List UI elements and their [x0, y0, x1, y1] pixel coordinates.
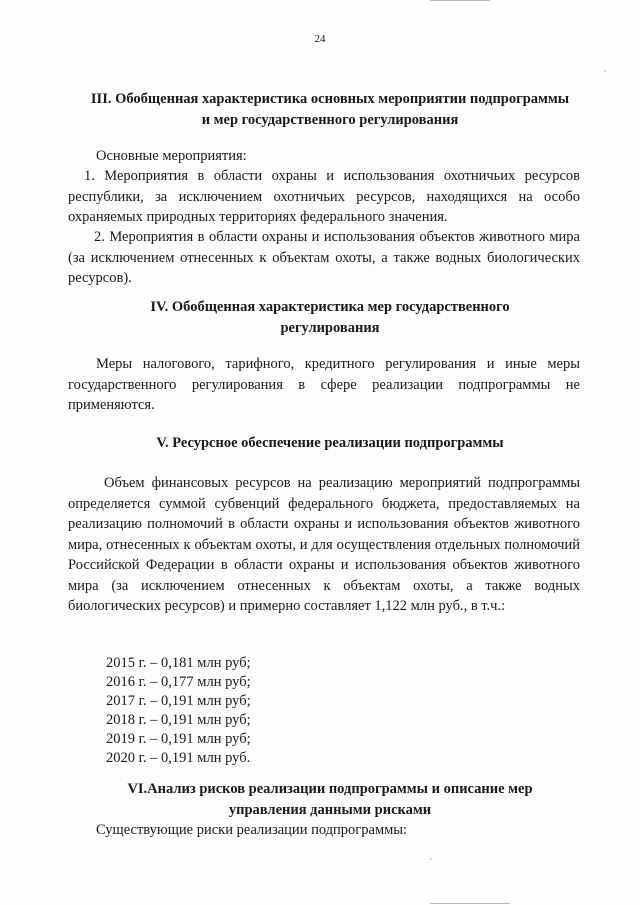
funding-year-item: 2017 г. – 0,191 млн руб;: [106, 693, 251, 709]
scan-dot: [430, 858, 432, 860]
section3-title: [60, 89, 600, 131]
scan-mark-top: [430, 0, 490, 1]
funding-year-item: 2015 г. – 0,181 млн руб;: [106, 655, 251, 671]
section5-title: V. Ресурсное обеспечение реализации подпрограммы: [156, 435, 504, 451]
scan-mark-bottom: [430, 903, 510, 904]
page-number: 24: [314, 33, 326, 45]
section4-title-line2: регулирования: [280, 320, 380, 336]
section3-item2: 2. Мероприятия в области охраны и использования объектов животного мира (за исключением отнесенных к объектам охоты, а также водных биологических ресурсов).: [68, 229, 580, 286]
section6-title-line1: VI.Анализ рисков реализации подпрограммы и описание мер: [127, 781, 533, 797]
funding-by-year-list: [106, 654, 406, 768]
funding-year-item: 2020 г. – 0,191 млн руб.: [106, 750, 251, 766]
funding-year-item: 2016 г. – 0,177 млн руб;: [106, 674, 251, 690]
section3-intro: Основные мероприятия:: [96, 148, 247, 164]
funding-year-item: 2019 г. – 0,191 млн руб;: [106, 731, 251, 747]
section3-title-line2: и мер государственного регулирования: [201, 112, 459, 128]
section4-title: [60, 297, 600, 339]
section4-title-line1: IV. Обобщенная характеристика мер государственного: [150, 299, 510, 315]
section3-item1: 1. Мероприятия в области охраны и использования охотничьих ресурсов республики, за исключением охотничьих ресурсов, находящихся на особо охраняемых природных территориях федерального значения.: [68, 168, 580, 225]
section6-title: [60, 779, 600, 821]
section3-title-line1: III. Обобщенная характеристика основных мероприятии подпрограммы: [90, 91, 570, 107]
section5-text: Объем финансовых ресурсов на реализацию мероприятий подпрограммы определяется суммой субвенций федерального бюджета, предоставляемых на реализацию полномочий в области охраны и использования объектов животного мира, отнесенных к объектам охоты, и для осуществления отдельных полномочий Российской Федерации в области охраны и использования объектов животного мира (за исключением отнесенных к объектам охоты, а также водных биологических ресурсов) и примерно составляет 1,122 млн руб., в т.ч.:: [68, 475, 580, 614]
section4-text: Меры налогового, тарифного, кредитного регулирования и иные меры государственного регулирования в сфере реализации подпрограммы не применяются.: [68, 356, 580, 413]
funding-year-item: 2018 г. – 0,191 млн руб;: [106, 712, 251, 728]
section6-title-line2: управления данными рисками: [228, 802, 432, 818]
scan-dot: [604, 70, 606, 72]
section6-intro: Существующие риски реализации подпрограммы:: [96, 822, 408, 838]
